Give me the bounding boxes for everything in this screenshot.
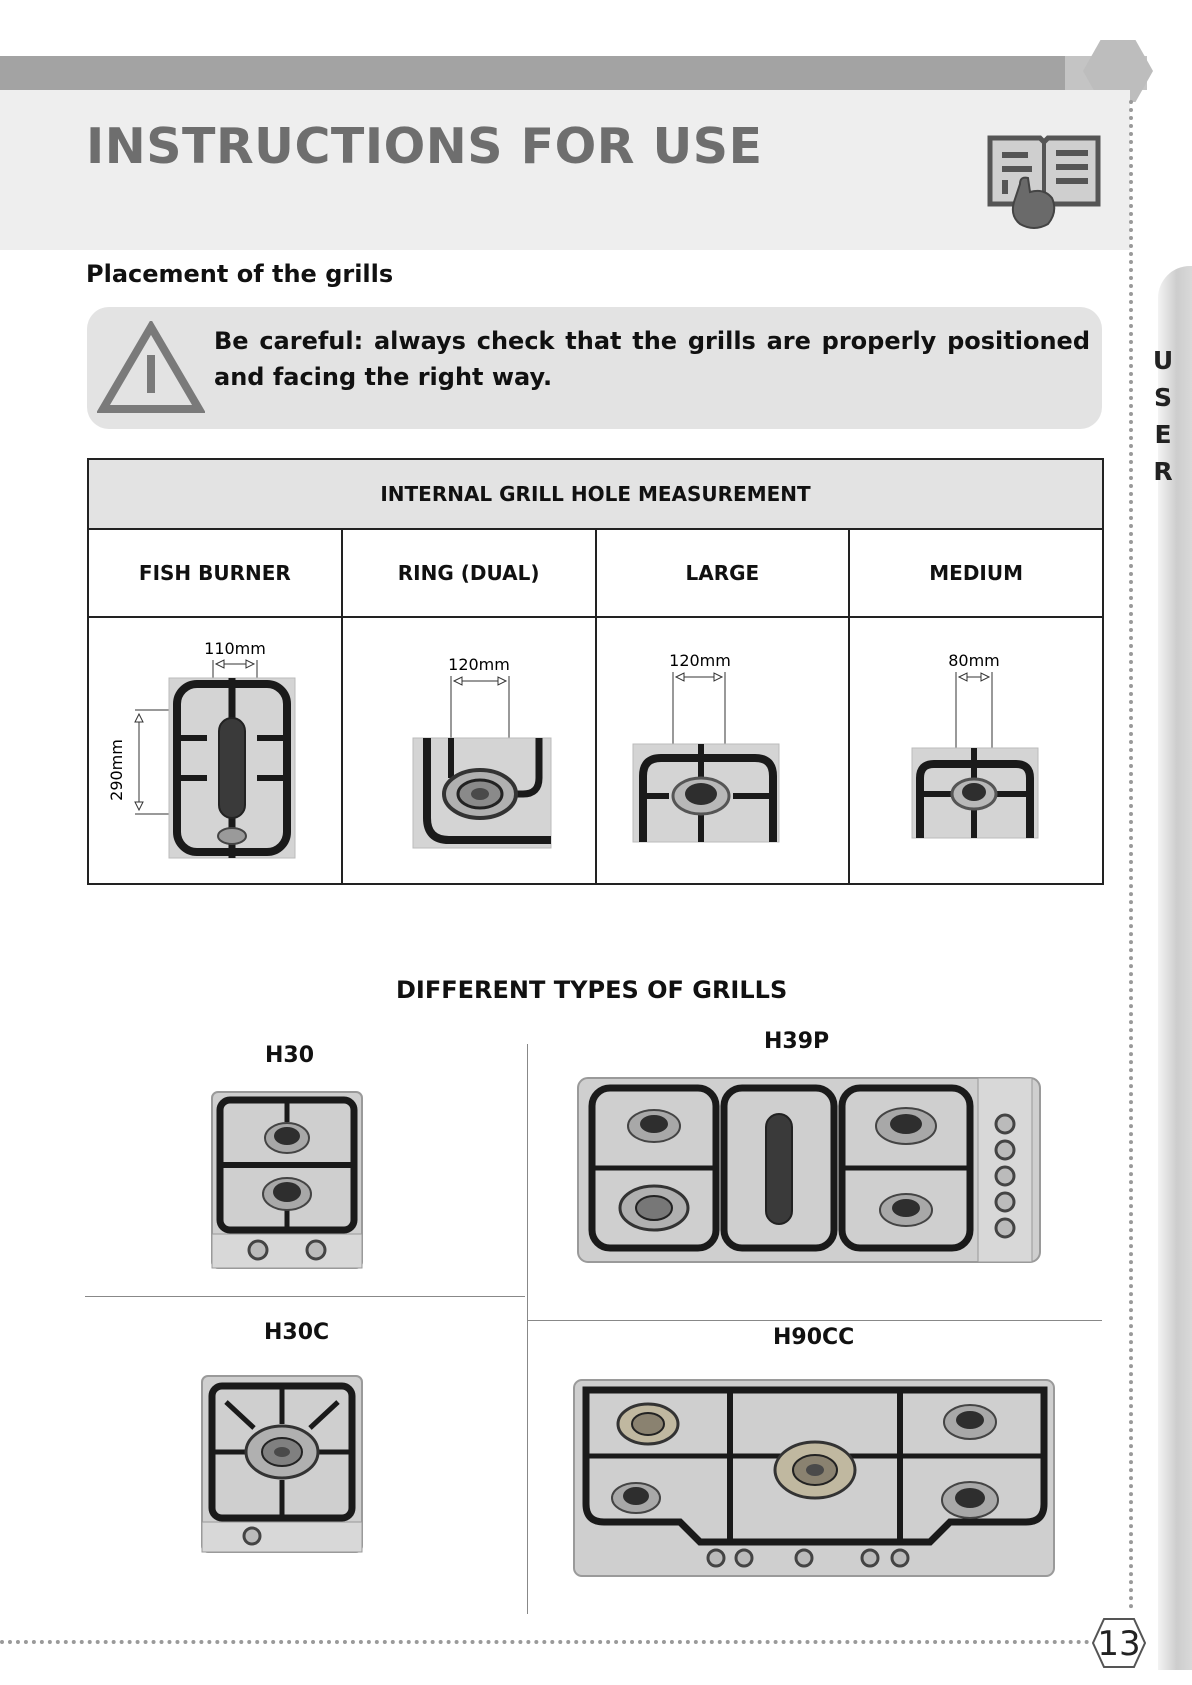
section-heading: Placement of the grills	[86, 260, 394, 288]
ring-dual-cell	[342, 617, 596, 884]
cooktop-h30-image	[206, 1088, 370, 1278]
grill-measurement-table	[87, 458, 1104, 885]
column-header: FISH BURNER	[88, 529, 342, 617]
cooktop-h90cc-image	[570, 1374, 1060, 1586]
side-tab-letter: R	[1153, 457, 1173, 486]
page-title: INSTRUCTIONS FOR USE	[86, 118, 763, 175]
header-bar	[0, 56, 1065, 90]
column-header: MEDIUM	[849, 529, 1103, 617]
medium-burner-diagram	[850, 618, 1100, 883]
warning-triangle-icon	[97, 321, 205, 421]
model-label-h90cc: H90CC	[773, 1325, 855, 1350]
model-label-h30c: H30C	[264, 1320, 330, 1345]
medium-burner-cell	[849, 617, 1103, 884]
fish-burner-cell	[88, 617, 342, 884]
width-dimension-label: 120mm	[668, 651, 731, 670]
fish-burner-diagram	[89, 618, 339, 883]
types-heading: DIFFERENT TYPES OF GRILLS	[396, 976, 788, 1004]
model-label-h39p: H39P	[764, 1029, 830, 1054]
large-burner-cell	[596, 617, 850, 884]
side-tab-letter: U	[1152, 346, 1174, 375]
page-number	[1092, 1618, 1146, 1668]
row-divider	[85, 1296, 525, 1297]
side-tab-letter: E	[1154, 420, 1172, 449]
dotted-margin-line	[1129, 100, 1133, 1610]
book-icon	[986, 132, 1104, 232]
column-header: RING (DUAL)	[342, 529, 596, 617]
side-tab-label	[1148, 342, 1178, 490]
dotted-footer-line	[0, 1640, 1090, 1644]
ring-dual-diagram	[343, 618, 593, 883]
width-dimension-label: 80mm	[948, 651, 1001, 670]
length-dimension-label: 290mm	[107, 739, 126, 801]
width-dimension-label: 110mm	[204, 639, 266, 658]
row-divider	[528, 1320, 1102, 1321]
width-dimension-label: 120mm	[447, 655, 510, 674]
cooktop-h39p-image	[574, 1070, 1046, 1272]
warning-box	[87, 307, 1102, 429]
column-header: LARGE	[596, 529, 850, 617]
cooktop-h30c-image	[196, 1372, 372, 1562]
warning-text: Be careful: always check that the grills are properly positioned and facing the right way.	[214, 327, 1090, 391]
page-number-text: 13	[1097, 1624, 1141, 1664]
column-divider	[527, 1044, 528, 1614]
model-label-h30: H30	[265, 1043, 315, 1068]
side-tab-letter: S	[1153, 383, 1172, 412]
table-title: INTERNAL GRILL HOLE MEASUREMENT	[88, 459, 1103, 529]
large-burner-diagram	[597, 618, 847, 883]
